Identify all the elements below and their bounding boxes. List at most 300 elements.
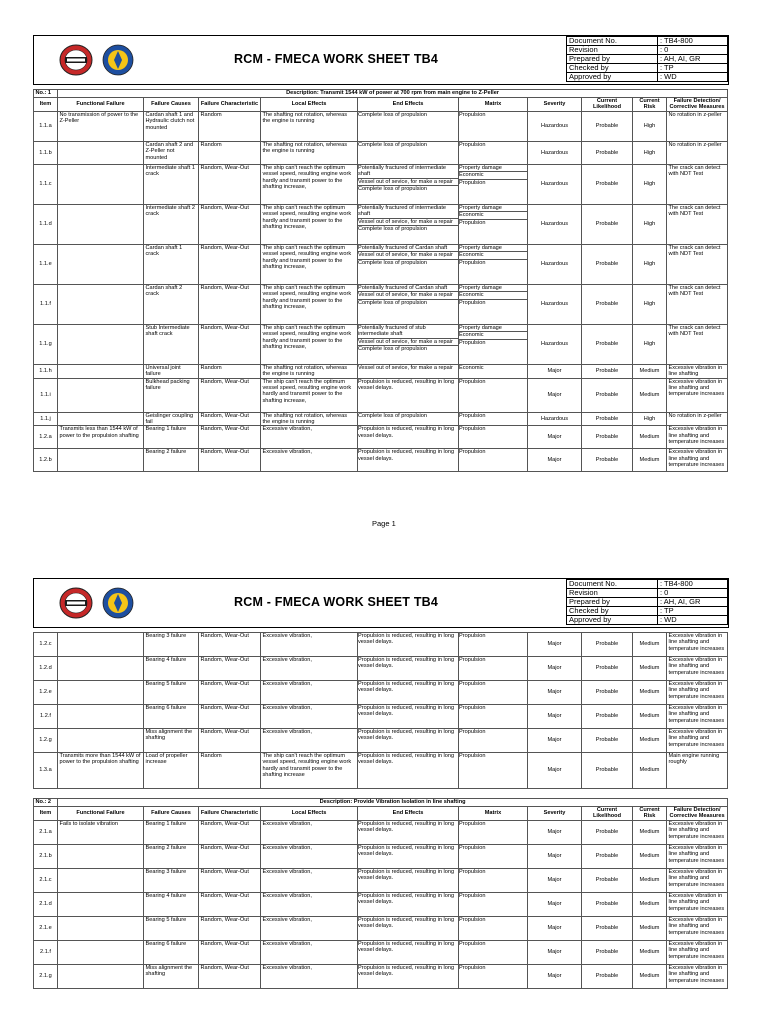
failure-characteristic: Random, Wear-Out (199, 633, 261, 657)
column-header: Local Effects (261, 98, 358, 112)
failure-cause: Bearing 6 failure (144, 940, 199, 964)
current-risk: High (633, 141, 667, 164)
end-effects (358, 844, 459, 868)
sub-entry: Property damage (459, 164, 502, 171)
sub-entry: Propulsion (459, 633, 486, 639)
end-effects (358, 868, 459, 892)
matrix (459, 633, 528, 657)
matrix (459, 244, 528, 284)
failure-cause: Universal joint failure (144, 364, 199, 378)
column-header: Failure Characteristic (199, 98, 261, 112)
matrix (459, 681, 528, 705)
column-header: Local Effects (261, 807, 358, 821)
local-effect: The shafting not rotation, whereas the engine is running (261, 141, 358, 164)
local-effect: Excessive vibration, (261, 916, 358, 940)
current-likelihood: Probable (582, 633, 633, 657)
current-likelihood: Probable (582, 820, 633, 844)
failure-detection: Excessive vibration in line shafting and temperature increases (667, 964, 728, 988)
matrix (459, 426, 528, 449)
sub-entry: Vessel out of sevice, for make a repair (358, 291, 458, 298)
sub-entry: Propulsion (459, 657, 486, 663)
item-id: 2.1.e (34, 916, 58, 940)
shield-emblem-icon (60, 588, 92, 618)
failure-cause: Miss alignment the shafting (144, 729, 199, 753)
severity: Major (528, 378, 582, 412)
local-effect: Excessive vibration, (261, 426, 358, 449)
matrix (459, 844, 528, 868)
sub-entry: Propulsion is reduced, resulting in long vessel delays. (358, 916, 455, 930)
worksheet-header (33, 35, 729, 85)
current-risk: Medium (633, 729, 667, 753)
current-risk: Medium (633, 378, 667, 412)
current-risk: High (633, 204, 667, 244)
failure-characteristic: Random, Wear-Out (199, 324, 261, 364)
organization-logos (48, 585, 143, 621)
current-likelihood: Probable (582, 729, 633, 753)
severity: Hazardous (528, 324, 582, 364)
failure-cause: Geislinger coupling fail (144, 412, 199, 426)
table-row (34, 940, 728, 964)
current-risk: Medium (633, 426, 667, 449)
severity: Major (528, 681, 582, 705)
column-header: Current Risk (633, 98, 667, 112)
failure-detection: Excessive vibration in line shafting and temperature increases (667, 681, 728, 705)
local-effect: Excessive vibration, (261, 705, 358, 729)
meta-row (567, 597, 728, 606)
table-row (34, 868, 728, 892)
end-effects (358, 940, 459, 964)
sub-entry: Economic (459, 291, 527, 298)
item-id: 2.1.a (34, 820, 58, 844)
table-row (34, 426, 728, 449)
functional-failure (58, 204, 144, 244)
column-header: Item (34, 807, 58, 821)
local-effect: Excessive vibration, (261, 449, 358, 472)
failure-cause: Bearing 4 failure (144, 892, 199, 916)
matrix (459, 964, 528, 988)
severity: Major (528, 940, 582, 964)
failure-detection: Excessive vibration in line shafting and temperature increases (667, 844, 728, 868)
end-effects (358, 378, 459, 412)
local-effect: The ship can't reach the optimum vessel speed, resulting engine work hardly and transmit power to the shafting increase, (261, 284, 358, 324)
table-row (34, 324, 728, 364)
functional-failure (58, 916, 144, 940)
sub-entry: Economic (459, 364, 484, 371)
table-row (34, 964, 728, 988)
item-id: 1.2.d (34, 657, 58, 681)
local-effect: The ship can't reach the optimum vessel speed, resulting engine work hardly and transmit power to the shafting increase, (261, 378, 358, 412)
sub-entry: Propulsion (459, 844, 486, 851)
table-row (34, 892, 728, 916)
sub-entry: Propulsion is reduced, resulting in long vessel delays. (358, 729, 455, 742)
local-effect: Excessive vibration, (261, 940, 358, 964)
failure-characteristic: Random, Wear-Out (199, 657, 261, 681)
current-likelihood: Probable (582, 412, 633, 426)
sub-entry: Property damage (459, 324, 502, 331)
failure-cause: Bearing 1 failure (144, 820, 199, 844)
meta-value: : 0 (658, 588, 728, 597)
meta-row (567, 54, 728, 63)
table-row (34, 681, 728, 705)
functional-failure (58, 284, 144, 324)
sub-entry: Propulsion (459, 299, 527, 306)
meta-row (567, 63, 728, 72)
end-effects (358, 111, 459, 141)
meta-key: Checked by (567, 63, 658, 72)
sub-entry: Propulsion (459, 426, 486, 433)
local-effect: The ship can't reach the optimum vessel speed, resulting engine work hardly and transmit power to the shafting increase, (261, 204, 358, 244)
current-risk: Medium (633, 820, 667, 844)
end-effects (358, 412, 459, 426)
current-likelihood: Probable (582, 964, 633, 988)
table-row (34, 705, 728, 729)
current-likelihood: Probable (582, 284, 633, 324)
sub-entry: Propulsion is reduced, resulting in long vessel delays. (358, 633, 455, 646)
matrix (459, 705, 528, 729)
item-id: 1.1.a (34, 111, 58, 141)
end-effects (358, 324, 459, 364)
functional-failure (58, 892, 144, 916)
column-header: End Effects (358, 98, 459, 112)
sub-entry: Economic (459, 171, 527, 178)
matrix (459, 657, 528, 681)
matrix (459, 412, 528, 426)
functional-failure (58, 729, 144, 753)
column-header: Current Likelihood (582, 98, 633, 112)
item-id: 1.2.c (34, 633, 58, 657)
local-effect: The shafting not rotation, whereas the engine is running (261, 111, 358, 141)
column-header-row (34, 98, 728, 112)
sub-entry: Propulsion is reduced, resulting in long vessel delays. (358, 753, 455, 766)
meta-row (567, 72, 728, 81)
current-risk: Medium (633, 681, 667, 705)
sub-entry: Potentially fractured of intermediate shaft (358, 164, 446, 178)
matrix (459, 284, 528, 324)
matrix (459, 753, 528, 789)
sub-entry: Propulsion (459, 179, 527, 186)
current-likelihood: Probable (582, 657, 633, 681)
worksheet-title: RCM - FMECA WORK SHEET TB4 (234, 595, 439, 609)
section-number: No.: 2 (34, 799, 58, 807)
meta-key: Document No. (567, 37, 658, 46)
functional-failure (58, 940, 144, 964)
column-header: Item (34, 98, 58, 112)
local-effect: Excessive vibration, (261, 964, 358, 988)
sub-entry: Propulsion is reduced, resulting in long vessel delays. (358, 378, 455, 392)
item-id: 1.1.i (34, 378, 58, 412)
organization-logos (48, 42, 143, 78)
column-header: Failure Causes (144, 807, 199, 821)
table-row (34, 412, 728, 426)
current-likelihood: Probable (582, 449, 633, 472)
failure-detection: Excessive vibration in line shafting and temperature increases (667, 940, 728, 964)
matrix (459, 164, 528, 204)
failure-characteristic: Random, Wear-Out (199, 892, 261, 916)
failure-characteristic: Random, Wear-Out (199, 449, 261, 472)
fmeca-table-page-2-continued (33, 632, 728, 789)
end-effects (358, 364, 459, 378)
local-effect: The ship can't reach the optimum vessel speed, resulting engine work hardly and transmit power to the shafting increase, (261, 324, 358, 364)
sub-entry: Propulsion is reduced, resulting in long vessel delays. (358, 940, 455, 954)
failure-characteristic: Random, Wear-Out (199, 681, 261, 705)
failure-cause: Bearing 1 failure (144, 426, 199, 449)
sub-entry: Propulsion (459, 940, 486, 947)
item-id: 1.1.b (34, 141, 58, 164)
end-effects (358, 729, 459, 753)
sub-entry: Complete loss of propulsion (358, 412, 428, 419)
end-effects (358, 964, 459, 988)
severity: Hazardous (528, 164, 582, 204)
column-header: Failure Causes (144, 98, 199, 112)
worksheet-title: RCM - FMECA WORK SHEET TB4 (234, 52, 439, 66)
sub-entry: Potentially fractured of Cardan shaft (358, 244, 448, 251)
current-risk: Medium (633, 940, 667, 964)
current-risk: Medium (633, 868, 667, 892)
item-id: 1.1.h (34, 364, 58, 378)
current-risk: Medium (633, 892, 667, 916)
current-likelihood: Probable (582, 204, 633, 244)
failure-detection: Excessive vibration in line shafting and temperature increases (667, 916, 728, 940)
severity: Major (528, 892, 582, 916)
failure-cause: Load of propeller increase (144, 753, 199, 789)
current-likelihood: Probable (582, 753, 633, 789)
functional-failure (58, 244, 144, 284)
local-effect: The ship can't reach the optimum vessel speed, resulting engine work hardly and transmit power to the shafting increase, (261, 164, 358, 204)
sub-entry: Economic (459, 211, 527, 218)
item-id: 1.1.g (34, 324, 58, 364)
local-effect: Excessive vibration, (261, 820, 358, 844)
column-header: Current Likelihood (582, 807, 633, 821)
failure-detection: Excessive vibration in line shafting and temperature increases (667, 633, 728, 657)
severity: Major (528, 705, 582, 729)
sub-entry: Propulsion is reduced, resulting in long vessel delays. (358, 892, 455, 906)
current-risk: High (633, 324, 667, 364)
sub-entry: Propulsion (459, 259, 527, 266)
failure-characteristic: Random, Wear-Out (199, 426, 261, 449)
table-row (34, 657, 728, 681)
table-row (34, 364, 728, 378)
failure-characteristic: Random (199, 364, 261, 378)
sub-entry: Propulsion (459, 378, 486, 385)
failure-detection: Excessive vibration in line shafting and temperature increases (667, 378, 728, 412)
matrix (459, 378, 528, 412)
matrix (459, 141, 528, 164)
university-emblem-icon (103, 45, 133, 75)
end-effects (358, 204, 459, 244)
table-row (34, 753, 728, 789)
column-header: Severity (528, 807, 582, 821)
failure-cause: Cardan shaft 2 crack (144, 284, 199, 324)
failure-detection: No rotation in z-peller (667, 412, 728, 426)
document-meta-table (566, 579, 728, 625)
column-header: Matrix (459, 807, 528, 821)
local-effect: Excessive vibration, (261, 657, 358, 681)
sub-entry: Vessel out of sevice, for make a repair (358, 338, 458, 345)
current-risk: Medium (633, 705, 667, 729)
current-risk: Medium (633, 633, 667, 657)
column-header: End Effects (358, 807, 459, 821)
sub-entry: Complete loss of propulsion (358, 259, 458, 266)
sub-entry: Complete loss of propulsion (358, 225, 458, 232)
item-id: 2.1.f (34, 940, 58, 964)
failure-cause: Intermediate shaft 2 crack (144, 204, 199, 244)
item-id: 1.2.e (34, 681, 58, 705)
failure-characteristic: Random, Wear-Out (199, 916, 261, 940)
current-risk: High (633, 111, 667, 141)
table-row (34, 244, 728, 284)
functional-failure (58, 868, 144, 892)
fmeca-table-page-1 (33, 89, 728, 472)
section-description: Description: Transmit 1544 kW of power at 700 rpm from main engine to Z-Peller (58, 90, 728, 98)
failure-detection: Excessive vibration in line shafting and temperature increases (667, 657, 728, 681)
table-row (34, 633, 728, 657)
sub-entry: Propulsion (459, 219, 527, 226)
column-header: Failure Characteristic (199, 807, 261, 821)
current-risk: High (633, 284, 667, 324)
sub-entry: Property damage (459, 204, 502, 211)
sub-entry: Propulsion is reduced, resulting in long vessel delays. (358, 820, 455, 834)
failure-characteristic: Random, Wear-Out (199, 868, 261, 892)
matrix (459, 868, 528, 892)
functional-failure (58, 449, 144, 472)
failure-detection: Excessive vibration in line shafting and temperature increases (667, 426, 728, 449)
meta-value: : AH, AI, GR (658, 597, 728, 606)
current-risk: Medium (633, 916, 667, 940)
sub-entry: Vessel out of sevice, for make a repair (358, 364, 453, 371)
failure-characteristic: Random (199, 753, 261, 789)
local-effect: Excessive vibration, (261, 681, 358, 705)
matrix (459, 111, 528, 141)
functional-failure (58, 633, 144, 657)
meta-value: : WD (658, 615, 728, 624)
meta-row (567, 588, 728, 597)
item-id: 2.1.d (34, 892, 58, 916)
table-row (34, 729, 728, 753)
failure-characteristic: Random, Wear-Out (199, 244, 261, 284)
functional-failure (58, 364, 144, 378)
sub-entry: Vessel out of sevice, for make a repair (358, 251, 458, 258)
local-effect: Excessive vibration, (261, 892, 358, 916)
local-effect: The ship can't reach the optimum vessel speed, resulting engine work hardly and transmit power to the shafting increase (261, 753, 358, 789)
matrix (459, 820, 528, 844)
table-row (34, 111, 728, 141)
failure-cause: Bearing 6 failure (144, 705, 199, 729)
meta-value: : WD (658, 72, 728, 81)
failure-cause: Cardan shaft 1 crack (144, 244, 199, 284)
sub-entry: Vessel out of sevice, for make a repair (358, 178, 458, 185)
sub-entry: Propulsion is reduced, resulting in long vessel delays. (358, 657, 455, 670)
sub-entry: Complete loss of propulsion (358, 299, 458, 306)
table-row (34, 844, 728, 868)
meta-key: Prepared by (567, 54, 658, 63)
sub-entry: Propulsion (459, 964, 486, 971)
current-risk: Medium (633, 753, 667, 789)
current-risk: Medium (633, 844, 667, 868)
failure-cause: Bearing 5 failure (144, 681, 199, 705)
failure-cause: Cardan shaft 2 and Z-Peller not mounted (144, 141, 199, 164)
sub-entry: Propulsion (459, 892, 486, 899)
failure-characteristic: Random (199, 141, 261, 164)
current-risk: Medium (633, 449, 667, 472)
severity: Major (528, 916, 582, 940)
table-row (34, 820, 728, 844)
failure-detection: The crack can detect with NDT Test (667, 204, 728, 244)
table-row (34, 916, 728, 940)
sub-entry: Propulsion is reduced, resulting in long vessel delays. (358, 449, 455, 462)
severity: Major (528, 633, 582, 657)
meta-key: Checked by (567, 606, 658, 615)
severity: Major (528, 657, 582, 681)
item-id: 1.2.g (34, 729, 58, 753)
severity: Hazardous (528, 244, 582, 284)
failure-cause: Bearing 4 failure (144, 657, 199, 681)
failure-cause: Intermediate shaft 1 crack (144, 164, 199, 204)
sub-entry: Propulsion (459, 820, 486, 827)
item-id: 1.1.e (34, 244, 58, 284)
current-likelihood: Probable (582, 868, 633, 892)
functional-failure (58, 378, 144, 412)
column-header: Failure Detection/ Corrective Measures (667, 807, 728, 821)
end-effects (358, 426, 459, 449)
failure-detection: Excessive vibration in line shafting and temperature increases (667, 729, 728, 753)
meta-key: Revision (567, 45, 658, 54)
severity: Hazardous (528, 284, 582, 324)
functional-failure (58, 412, 144, 426)
severity: Major (528, 364, 582, 378)
table-row (34, 204, 728, 244)
failure-characteristic: Random, Wear-Out (199, 378, 261, 412)
severity: Major (528, 868, 582, 892)
failure-characteristic: Random, Wear-Out (199, 284, 261, 324)
fmeca-table-section-2 (33, 798, 728, 989)
sub-entry: Property damage (459, 244, 502, 251)
sub-entry: Propulsion is reduced, resulting in long vessel delays. (358, 868, 455, 882)
severity: Hazardous (528, 412, 582, 426)
functional-failure (58, 681, 144, 705)
end-effects (358, 284, 459, 324)
matrix (459, 940, 528, 964)
failure-detection: No rotation in z-peller (667, 111, 728, 141)
current-likelihood: Probable (582, 681, 633, 705)
item-id: 1.2.f (34, 705, 58, 729)
functional-failure: Fails to isolate vibration (58, 820, 144, 844)
meta-key: Approved by (567, 615, 658, 624)
table-row (34, 449, 728, 472)
end-effects (358, 681, 459, 705)
meta-value: : TP (658, 63, 728, 72)
failure-detection: The crack can detect with NDT Test (667, 324, 728, 364)
failure-cause: Stub Intermediate shaft crack (144, 324, 199, 364)
meta-key: Revision (567, 588, 658, 597)
column-header: Functional Failure (58, 98, 144, 112)
failure-cause: Miss alignment the shafting (144, 964, 199, 988)
meta-key: Approved by (567, 72, 658, 81)
current-likelihood: Probable (582, 916, 633, 940)
failure-characteristic: Random, Wear-Out (199, 204, 261, 244)
sub-entry: Potentially fractured of intermediate shaft (358, 204, 446, 218)
current-likelihood: Probable (582, 141, 633, 164)
sub-entry: Propulsion (459, 111, 486, 118)
meta-key: Document No. (567, 580, 658, 589)
matrix (459, 892, 528, 916)
item-id: 1.2.a (34, 426, 58, 449)
local-effect: Excessive vibration, (261, 844, 358, 868)
sub-entry: Economic (459, 251, 527, 258)
sub-entry: Propulsion (459, 916, 486, 923)
failure-detection: Excessive vibration in line shafting and temperature increases (667, 820, 728, 844)
item-id: 1.1.j (34, 412, 58, 426)
sub-entry: Vessel out of sevice, for make a repair (358, 218, 458, 225)
